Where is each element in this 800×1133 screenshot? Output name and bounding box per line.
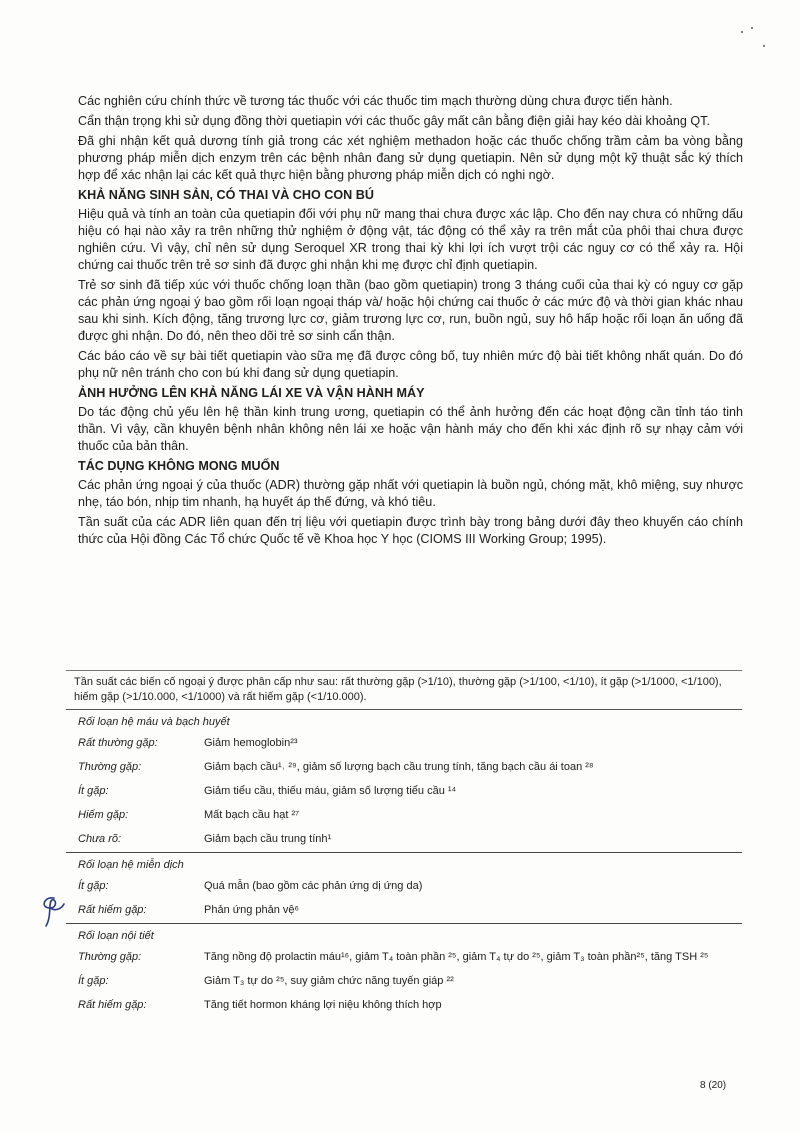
- table-row: [66, 732, 742, 756]
- paragraph: Các báo cáo về sự bài tiết quetiapin vào sữa mẹ đã được công bố, tuy nhiên mức độ bài tiết không nhất quán. Do đó phụ nữ nên tránh cho con bú khi đang sử dụng quetiapin.: [78, 349, 743, 380]
- table-row: [66, 756, 742, 780]
- table-row: [66, 994, 742, 1018]
- paragraph: Trẻ sơ sinh đã tiếp xúc với thuốc chống loạn thần (bao gồm quetiapin) trong 3 tháng cuối của thai kỳ có nguy cơ gặp các phản ứng ngoại ý bao gồm rối loạn ngoại tháp và/ hoặc hội chứng cai thuốc ở các mức độ và thời gian khác nhau sau khi sinh. Kích động, tăng trương lực cơ, giảm trương lực cơ, run, buồn ngủ, suy hô hấp hoặc rối loạn ăn uống đã được ghi nhận. Do đó, nên theo dõi trẻ sơ sinh cẩn thận.: [78, 278, 743, 343]
- desc-cell: Tăng nồng độ prolactin máu¹⁶, giảm T₄ toàn phần ²⁵, giảm T₄ tự do ²⁵, giảm T₃ toàn phần²⁵, tăng TSH ²⁵: [204, 951, 709, 963]
- document-body: [78, 93, 743, 551]
- category-title: Rối loạn hệ miễn dịch: [78, 859, 184, 871]
- paragraph: Tần suất của các ADR liên quan đến trị liệu với quetiapin được trình bày trong bảng dưới đây theo khuyến cáo chính thức của Hội đồng Các Tổ chức Quốc tế về Khoa học Y học (CIOMS III Working Group; 1995).: [78, 515, 743, 546]
- desc-cell: Giảm hemoglobin²³: [204, 737, 298, 749]
- table-row: [66, 970, 742, 994]
- category-block: [66, 853, 742, 924]
- freq-cell: Rất thường gặp:: [78, 737, 158, 749]
- desc-cell: Giảm tiểu cầu, thiếu máu, giảm số lượng tiểu cầu ¹⁴: [204, 785, 457, 797]
- paragraph: Các nghiên cứu chính thức về tương tác thuốc với các thuốc tim mạch thường dùng chưa được tiến hành.: [78, 94, 673, 108]
- desc-cell: Tăng tiết hormon kháng lợi niệu không thích hợp: [204, 999, 442, 1011]
- category-title: Rối loạn nội tiết: [78, 930, 154, 942]
- desc-cell: Giảm T₃ tự do ²⁵, suy giảm chức năng tuyến giáp ²²: [204, 975, 454, 987]
- desc-cell: Giảm bạch cầu trung tính¹: [204, 833, 332, 845]
- freq-cell: Rất hiếm gặp:: [78, 999, 147, 1011]
- desc-cell: Quá mẫn (bao gồm các phản ứng dị ứng da): [204, 880, 423, 892]
- paragraph: Hiệu quả và tính an toàn của quetiapin đối với phụ nữ mang thai chưa được xác lập. Cho đến nay chưa có những dấu hiệu có hại nào xảy ra trên những thử nghiệm ở động vật, tác động có thể xảy ra trên mắt của phôi thai chưa được nghiên cứu. Vì vậy, chỉ nên sử dụng Seroquel XR trong thai kỳ khi lợi ích vượt trội các nguy cơ có thể xảy ra. Hội chứng cai thuốc trên trẻ sơ sinh đã được ghi nhận khi mẹ được chỉ định quetiapin.: [78, 207, 743, 272]
- section-heading: ẢNH HƯỞNG LÊN KHẢ NĂNG LÁI XE VÀ VẬN HÀNH MÁY: [78, 386, 425, 400]
- table-row: [66, 828, 742, 852]
- table-row: [66, 899, 742, 923]
- paragraph: Đã ghi nhận kết quả dương tính giả trong các xét nghiệm methadon hoặc các thuốc chống trầm cảm ba vòng bằng phương pháp miễn dịch enzym trên các bệnh nhân đang sử dụng quetiapin. Nên sử dụng một kỹ thuật sắc ký thích hợp để xác nhận lại các kết quả thực hiện bằng phương pháp miễn dịch có nghi ngờ.: [78, 134, 743, 182]
- freq-cell: Ít gặp:: [78, 785, 109, 797]
- freq-cell: Rất hiếm gặp:: [78, 904, 147, 916]
- section-heading: KHẢ NĂNG SINH SẢN, CÓ THAI VÀ CHO CON BÚ: [78, 188, 374, 202]
- freq-cell: Chưa rõ:: [78, 833, 122, 845]
- section-heading: TÁC DỤNG KHÔNG MONG MUỐN: [78, 459, 280, 473]
- paragraph: Cẩn thận trọng khi sử dụng đồng thời quetiapin với các thuốc gây mất cân bằng điện giải hay kéo dài khoảng QT.: [78, 114, 710, 128]
- desc-cell: Phản ứng phản vệ⁶: [204, 904, 300, 916]
- freq-cell: Thường gặp:: [78, 761, 142, 773]
- freq-cell: Hiếm gặp:: [78, 809, 129, 821]
- table-intro: Tần suất các biến cố ngoại ý được phân cấp như sau: rất thường gặp (>1/10), thường gặp (>1/100, <1/10), ít gặp (>1/1000, <1/100), hiếm gặp (>1/10.000, <1/1000) và rất hiếm gặp (<1/10.000).: [66, 671, 742, 710]
- desc-cell: Giảm bạch cầu¹˒ ²⁹, giảm số lượng bạch cầu trung tính, tăng bạch cầu ái toan ²⁸: [204, 761, 594, 773]
- adr-table: [66, 670, 742, 1018]
- freq-cell: Ít gặp:: [78, 880, 109, 892]
- category-block: [66, 710, 742, 853]
- paragraph: Do tác động chủ yếu lên hệ thần kinh trung ương, quetiapin có thể ảnh hưởng đến các hoạt động cần tỉnh táo tinh thần. Vì vậy, cần khuyên bệnh nhân không nên lái xe hoặc vận hành máy cho đến khi xác định rõ sự nhạy cảm với thuốc của bản thân.: [78, 405, 743, 453]
- category-title: Rối loạn hệ máu và bạch huyết: [78, 716, 230, 728]
- table-row: [66, 804, 742, 828]
- desc-cell: Mất bạch cầu hạt ²⁷: [204, 809, 300, 821]
- freq-cell: Ít gặp:: [78, 975, 109, 987]
- page-number: 8 (20): [700, 1080, 727, 1091]
- handwritten-initial: [36, 892, 66, 937]
- category-block: [66, 924, 742, 1018]
- freq-cell: Thường gặp:: [78, 951, 142, 963]
- table-row: [66, 946, 742, 970]
- table-row: [66, 780, 742, 804]
- paragraph: Các phản ứng ngoại ý của thuốc (ADR) thường gặp nhất với quetiapin là buồn ngủ, chóng mặt, khô miệng, suy nhược nhẹ, táo bón, nhịp tim nhanh, hạ huyết áp thế đứng, và khó tiêu.: [78, 478, 743, 509]
- scan-dots: [738, 22, 768, 57]
- table-row: [66, 875, 742, 899]
